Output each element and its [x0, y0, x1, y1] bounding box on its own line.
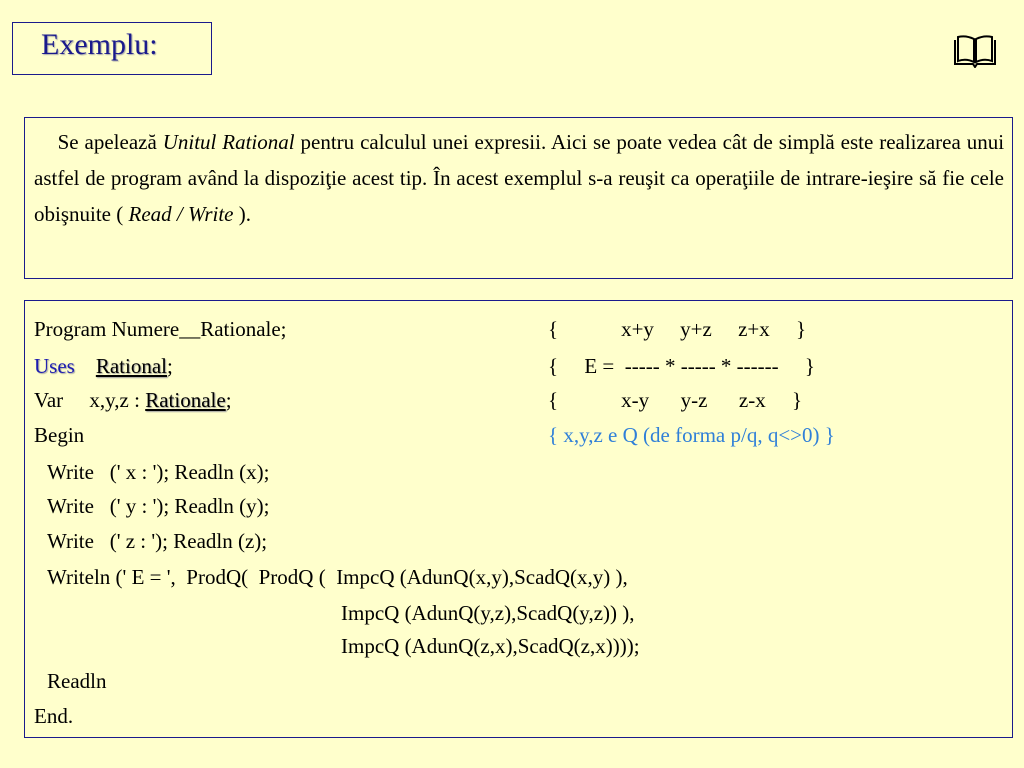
title-box [12, 22, 212, 75]
read-write-text: Read / Write [128, 202, 234, 226]
code-writeln: Writeln (' E = ', ProdQ( ProdQ ( ImpcQ (AdunQ(x,y),ScadQ(x,y) ), [47, 565, 628, 589]
para-text-2: pentru calculul unei expresii. Aici se poate vedea cât de simplă este realizarea unui astfel de program având la dispoziţie acest tip. În acest exemplul s-a reuşit ca operaţiile de intrare-ieşire să fie cele obişnuite ( [34, 130, 1005, 226]
comment-line-3: { x-y y-z z-x } [548, 388, 803, 412]
book-icon [952, 34, 998, 68]
code-write-x: Write (' x : '); Readln (x); [47, 460, 270, 484]
para-text-3: ). [233, 202, 251, 226]
uses-unit: Rational [95, 354, 167, 378]
uses-keyword: Uses [34, 354, 75, 378]
code-impc-zx: ImpcQ (AdunQ(z,x),ScadQ(z,x)))); [341, 634, 640, 658]
slide-title: Exemplu: [41, 28, 158, 61]
comment-line-2: { E = ----- * ----- * ------ } [548, 354, 815, 378]
comment-line-1: { x+y y+z z+x } [548, 317, 807, 341]
description-box [24, 117, 1013, 279]
unit-name: Unitul Rational [162, 130, 295, 154]
var-semicolon: ; [225, 388, 232, 412]
code-uses-line [34, 353, 173, 379]
code-end: End. [34, 704, 74, 728]
code-var-line [34, 387, 232, 413]
para-text-1: Se apelează [57, 130, 163, 154]
code-readln: Readln [47, 669, 107, 693]
code-box [24, 300, 1013, 738]
description-paragraph [34, 124, 1004, 232]
code-program-line: Program Numere__Rationale; [34, 317, 287, 341]
uses-semicolon: ; [167, 354, 173, 378]
comment-line-4: { x,y,z e Q (de forma p/q, q<>0) } [548, 423, 835, 447]
code-write-z: Write (' z : '); Readln (z); [47, 529, 268, 553]
code-impc-yz: ImpcQ (AdunQ(y,z),ScadQ(y,z)) ), [341, 601, 635, 625]
code-write-y: Write (' y : '); Readln (y); [47, 494, 270, 518]
code-begin: Begin [34, 423, 85, 447]
var-type: Rationale [145, 388, 226, 412]
var-prefix: Var x,y,z : [34, 388, 146, 412]
